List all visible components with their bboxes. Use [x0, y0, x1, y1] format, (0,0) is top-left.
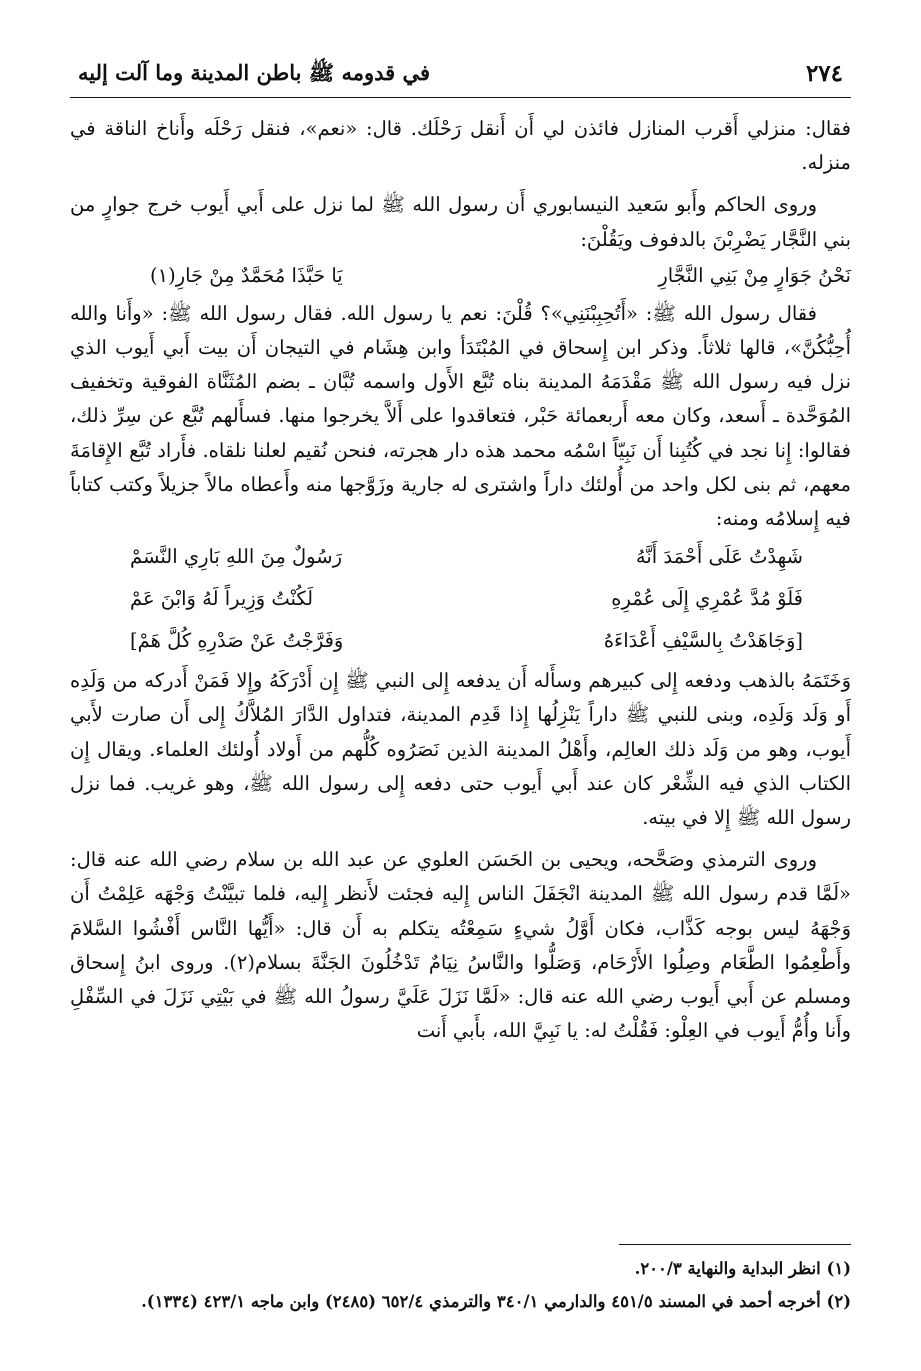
verse-second-half: وَفَرَّجْتُ عَنْ صَدْرِهِ كُلَّ هَمْ]	[130, 629, 344, 653]
footnote: (٢) أخرجه أحمد في المسند ٤٥١/٥ والدارمي ٣٤٠/١ والترمذي ٦٥٢/٤ (٢٤٨٥) وابن ماجه ٤٢٣/١ (١٣٣٤).	[141, 1292, 851, 1311]
paragraph: فقال: منزلي أَقرب المنازل فائذن لي أَن أَنقل رَحْلَك. قال: «نعم»، فنقل رَحْلَه وأَناخ الناقة في منزله.	[70, 117, 851, 175]
verse-first-half: نَحْنُ جَوَارٍ مِنْ بَنِي النَّجَّارِ	[658, 263, 851, 287]
paragraph: وروى الحاكم وأَبو سَعيد النيسابوري أَن رسول الله ﷺ لما نزل على أَبي أَيوب خرج جوارٍ من بني النَّجَّار يَضْرِبْنَ بالدفوف ويَقُلْنَ:	[70, 193, 851, 251]
page-number: ٢٧٤	[805, 60, 843, 87]
verse-second-half: لَكُنْتُ وَزِيراً لَهُ وَابْنَ عَمْ	[130, 587, 314, 611]
footnote-rule	[619, 1244, 851, 1245]
footnotes	[70, 1252, 851, 1318]
running-title: في قدومه ﷺ باطن المدينة وما آلت إليه	[78, 60, 431, 85]
header-rule	[70, 97, 851, 98]
paragraph: وروى الترمذي وصَحَّحه، ويحيى بن الحَسَن العلوي عن عبد الله بن سلام رضي الله عنه قال: «لَمَّا قدم رسول الله ﷺ المدينة انْجَفَلَ الناس إِليه فجئت لأَنظر إِليه، فلما تبيَّنْتُ وَجْهَه عَلِمْتُ أَن وَجْهَهُ ليس بوجه كَذَّاب، فكان أَوَّلُ شيءٍ سَمِعْتُه يتكلم به أَن قال: «أَيُّها النَّاس أَفْشُوا السَّلامَ وأَطْعِمُوا الطَّعَام وصِلُوا الأَرْحَام، وَصَلُّوا والنَّاسُ نِيَامٌ تَدْخُلُونَ الجَنَّةَ بسلام(٢). وروى ابنُ إِسحاق ومسلم عن أَبي أَيوب رضي الله عنه قال: «لَمَّا نَزَلَ عَلَيَّ رسولُ الله ﷺ في بَيْتِي نَزَلَ في السِّفْلِ وأَنا وأُمُّ أَيوب في العِلْو: فَقُلْتُ له: يا نَبِيَّ الله، بأَبي أَنت	[70, 848, 851, 1043]
poem-verse	[70, 578, 851, 620]
poem-verse	[70, 620, 851, 662]
paragraph: فقال رسول الله ﷺ: «أَتُحِبِبْنَنِي»؟ قُلْنَ: نعم يا رسول الله. فقال رسول الله ﷺ: «وأَنا والله أُحِبُّكُنَّ»، قالها ثلاثاً. وذكر ابن إِسحاق في المُبْتَدَأ وابن هِشَام في التيجان أَن بيت أَبي أَيوب الذي نزل فيه رسول الله ﷺ مَقْدَمَهُ المدينة بناه تُبَّع الأَول واسمه تُبَّان ـ بضم المُثَنَّاة الفوقية وتخفيف المُوَحَّدة ـ أَسعد، وكان معه أَربعمائة حَبْر، فتعاقدوا على أَلاَّ يخرجوا منها. فسأَلهم تُبَّع عن سِرِّ ذلك، فقالوا: إِنا نجد في كُتُبِنا أَن نَبِيّاً اسْمُه محمد هذه دار هجرته، فنحن نُقيم لعلنا نلقاه. فأَراد تُبَّع الإِقامَةَ معهم، ثم بنى لكل واحد من أُولئك داراً واشترى له جارية وزَوَّجها منه وأَعطاه مالاً جزيلاً وكتب كتاباً فيه إِسلامُه ومنه:	[70, 301, 851, 531]
main-text	[70, 112, 851, 1048]
poem-block	[70, 536, 851, 662]
verse-first-half: [وَجَاهَدْتُ بِالسَّيْفِ أَعْدَاءَهُ	[603, 629, 803, 653]
poem-verse	[70, 536, 851, 578]
paragraph: وَخَتَمَهُ بالذهب ودفعه إِلى كبيرهم وسأَله أَن يدفعه إِلى النبي ﷺ إِن أَدْرَكَهُ وإِلا فَمَنْ أَدركه من وَلَدِه أَو وَلَد وَلَدِه، وبنى للنبي ﷺ داراً يَنْزِلُها إِذا قَدِم المدينة، فتداول الدَّارَ المُلاَّكُ إِلى أَن صارت لأَبي أَيوب، وهو من وَلَد ذلك العالِم، وأَهْلُ المدينة الذين نَصَرُوه كُلُّهم من أَولاد أُولئك العلماء. ويقال إِن الكتاب الذي فيه الشِّعْر كان عند أَبي أَيوب حتى دفعه إِلى رسول الله ﷺ، وهو غريب. فما نزل رسول الله ﷺ إِلا في بيته.	[70, 669, 851, 830]
verse-first-half: شَهِدْتُ عَلَى أَحْمَدَ أَنَّهُ	[635, 545, 803, 569]
poem-verse-single	[70, 257, 851, 295]
poem-verse	[70, 257, 851, 295]
footnote: (١) انظر البداية والنهاية ٢٠٠/٣.	[634, 1259, 851, 1278]
verse-second-half: يَا حَبَّذَا مُحَمَّدٌ مِنْ جَارِ(١)	[150, 263, 343, 287]
verse-second-half: رَسُولٌ مِنَ اللهِ بَارِي النَّسَمْ	[130, 545, 343, 569]
verse-first-half: فَلَوْ مُدَّ عُمْرِي إِلَى عُمْرِهِ	[611, 587, 803, 611]
page-header	[70, 58, 851, 94]
